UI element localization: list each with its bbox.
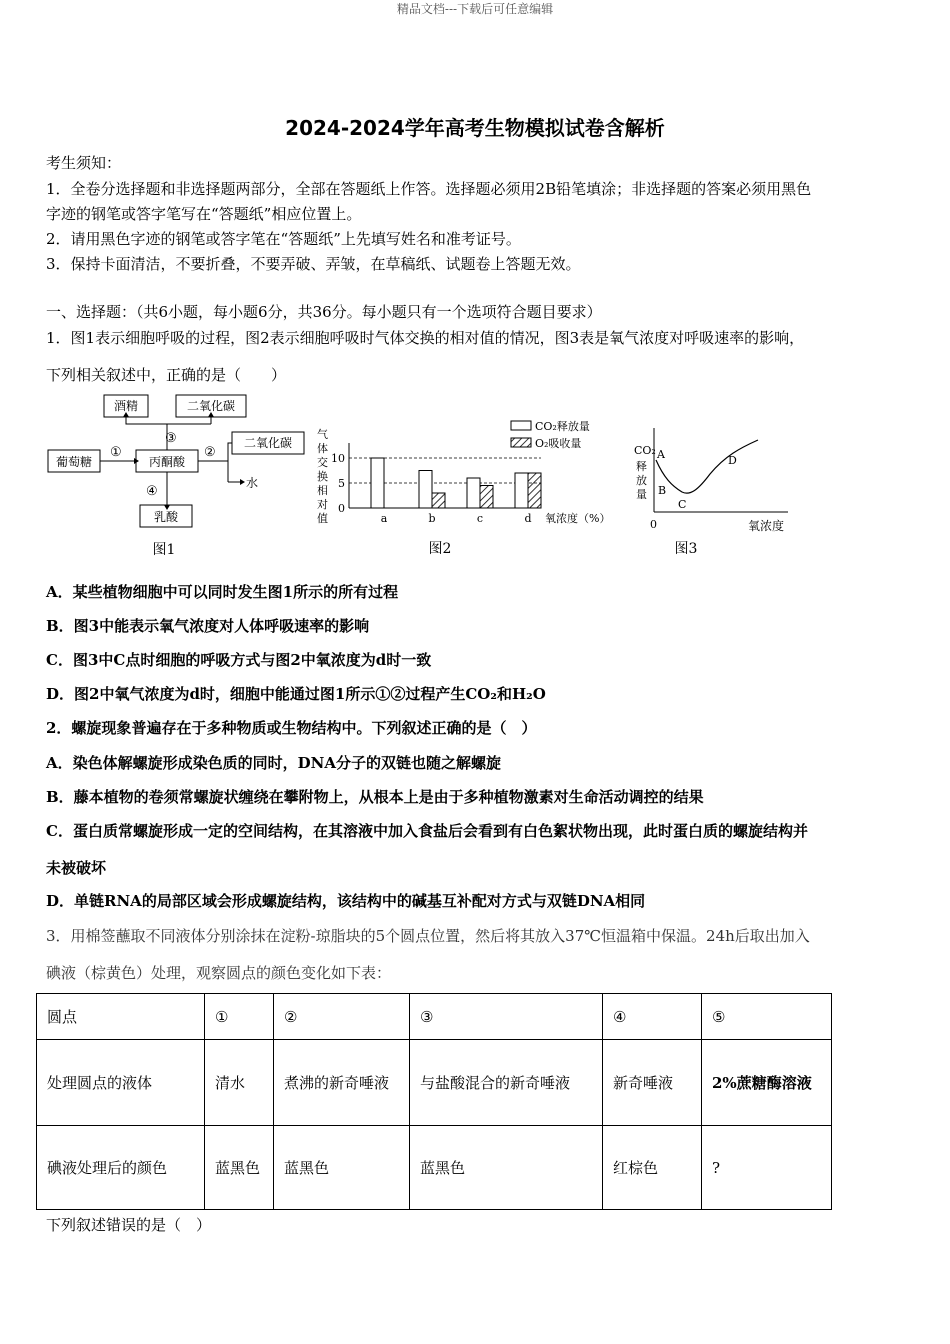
- page-header: 精品文档---下载后可任意编辑: [396, 2, 554, 16]
- step-4-marker: ④: [146, 484, 158, 499]
- table-cell: ⑤: [702, 994, 832, 1040]
- pyruvate-label: 丙酮酸: [148, 455, 186, 469]
- x-tick-label: b: [428, 512, 436, 525]
- bar-o2-d: [528, 473, 541, 508]
- table-row: [37, 994, 832, 1040]
- figure-1-caption: 图1: [152, 542, 176, 558]
- experiment-table: [36, 993, 832, 1210]
- y-axis-label-char: 值: [317, 512, 328, 525]
- table-cell: 碘液处理后的颜色: [37, 1126, 205, 1210]
- table-row: [37, 1040, 832, 1126]
- point-b-label: B: [658, 484, 667, 497]
- table-cell: 圆点: [37, 994, 205, 1040]
- step-2-marker: ②: [204, 445, 216, 460]
- question-tail: 下列叙述错误的是（ ）: [46, 1216, 212, 1234]
- figure-1-diagram: [44, 390, 314, 562]
- notice-item: 3．保持卡面清洁，不要折叠，不要弄破、弄皱，在草稿纸、试题卷上答题无效。: [46, 255, 581, 273]
- figure-3-caption: 图3: [674, 541, 698, 557]
- point-d-label: D: [728, 454, 737, 467]
- notice-item: 字迹的钢笔或答字笔写在“答题纸”相应位置上。: [46, 205, 362, 223]
- x-tick-label: c: [476, 512, 484, 525]
- y-axis-label-char: 气: [317, 428, 328, 441]
- option-a: A．染色体解螺旋形成染色质的同时，DNA分子的双链也随之解螺旋: [46, 754, 501, 772]
- figure-3-chart: [630, 420, 800, 564]
- legend-co2-label: CO₂释放量: [535, 420, 590, 433]
- legend-co2-swatch: [511, 421, 531, 430]
- question-stem: 3．用棉签蘸取不同液体分别涂抹在淀粉-琼脂块的5个圆点位置，然后将其放入37℃恒温箱中保温。24h后取出加入: [46, 927, 810, 945]
- table-cell: 2%蔗糖酶溶液: [702, 1040, 832, 1126]
- table-row: [37, 1126, 832, 1210]
- y-axis-label-char: 交: [317, 456, 328, 469]
- notice-heading: 考生须知：: [46, 154, 122, 172]
- figure-2-chart: [315, 418, 615, 564]
- table-cell: ④: [603, 994, 702, 1040]
- legend-o2-label: O₂吸收量: [535, 437, 582, 450]
- co2-right-label: 二氧化碳: [243, 436, 293, 450]
- y-axis-label-group: [634, 444, 656, 501]
- question-stem: 下列相关叙述中，正确的是（ ）: [46, 366, 287, 384]
- table-cell: ?: [702, 1126, 832, 1210]
- y-tick-label: 10: [331, 452, 345, 465]
- x-tick-label: d: [524, 512, 532, 525]
- x-tick-label: a: [380, 512, 388, 525]
- step-3-marker: ③: [165, 431, 177, 446]
- origin-label: 0: [650, 518, 657, 531]
- y-axis-label-group: [317, 427, 328, 525]
- table-cell: 红棕色: [603, 1126, 702, 1210]
- legend-o2-swatch: [511, 438, 531, 447]
- alcohol-label: 酒精: [113, 399, 139, 413]
- co2-top-label: 二氧化碳: [186, 399, 236, 413]
- bar-co2-c: [467, 478, 480, 508]
- option-a: A．某些植物细胞中可以同时发生图1所示的所有过程: [46, 583, 399, 601]
- table-cell: 新奇唾液: [603, 1040, 702, 1126]
- y-axis-label-char: CO₂: [634, 444, 656, 457]
- y-axis-label-char: 量: [636, 488, 647, 501]
- table-cell: 与盐酸混合的新奇唾液: [410, 1040, 603, 1126]
- option-c: C．图3中C点时细胞的呼吸方式与图2中氧浓度为d时一致: [46, 651, 432, 669]
- table-cell: ③: [410, 994, 603, 1040]
- table-cell: 蓝黑色: [410, 1126, 603, 1210]
- table-cell: 处理圆点的液体: [37, 1040, 205, 1126]
- point-c-label: C: [678, 498, 687, 511]
- table-cell: 煮沸的新奇唾液: [274, 1040, 410, 1126]
- question-stem: 1．图1表示细胞呼吸的过程，图2表示细胞呼吸时气体交换的相对值的情况，图3表是氧气浓度对呼吸速率的影响，: [46, 329, 805, 347]
- y-axis-label-char: 对: [317, 498, 328, 511]
- y-axis-label-char: 释: [636, 460, 647, 473]
- question-stem: 碘液（棕黄色）处理，观察圆点的颜色变化如下表：: [46, 964, 392, 982]
- option-b: B．藤本植物的卷须常螺旋状缠绕在攀附物上，从根本上是由于多种植物激素对生命活动调控的结果: [46, 788, 704, 806]
- glucose-label: 葡萄糖: [55, 455, 93, 469]
- option-d: D．图2中氧气浓度为d时，细胞中能通过图1所示①②过程产生CO₂和H₂O: [46, 685, 546, 703]
- question-stem: 2．螺旋现象普遍存在于多种物质或生物结构中。下列叙述正确的是（ ）: [46, 719, 537, 737]
- water-label: 水: [246, 476, 259, 490]
- table-cell: ②: [274, 994, 410, 1040]
- figure-2-caption: 图2: [428, 541, 452, 557]
- y-tick-label: 5: [338, 477, 345, 490]
- y-tick-label: 0: [338, 502, 345, 515]
- section-heading: 一、选择题：（共6小题，每小题6分，共36分。每小题只有一个选项符合题目要求）: [46, 303, 602, 321]
- y-axis-label-char: 换: [317, 470, 328, 483]
- y-axis-label-char: 体: [317, 442, 328, 455]
- x-axis-label: 氧浓度: [748, 519, 785, 533]
- y-axis-label-char: 放: [636, 474, 647, 487]
- table-cell: 蓝黑色: [274, 1126, 410, 1210]
- lactic-label: 乳酸: [153, 510, 179, 524]
- x-axis-label: 氧浓度（%）: [545, 512, 611, 525]
- option-c: C．蛋白质常螺旋形成一定的空间结构，在其溶液中加入食盐后会看到有白色絮状物出现，此时蛋白质的螺旋结构并: [46, 822, 808, 840]
- notice-item: 1．全卷分选择题和非选择题两部分，全部在答题纸上作答。选择题必须用2B铅笔填涂；非选择题的答案必须用黑色: [46, 180, 812, 198]
- bar-co2-a: [371, 458, 384, 508]
- bar-co2-d: [515, 473, 528, 508]
- bar-co2-b: [419, 471, 432, 509]
- bar-o2-c: [480, 486, 493, 509]
- table-cell: ①: [205, 994, 274, 1040]
- option-c-continued: 未被破坏: [46, 859, 107, 877]
- y-axis-label-char: 相: [317, 484, 328, 497]
- option-d: D．单链RNA的局部区域会形成螺旋结构，该结构中的碱基互补配对方式与双链DNA相同: [46, 892, 646, 910]
- respiration-curve: [656, 440, 758, 493]
- page-title: 2024-2024学年高考生物模拟试卷含解析: [285, 116, 665, 140]
- notice-item: 2．请用黑色字迹的钢笔或答字笔在“答题纸”上先填写姓名和准考证号。: [46, 230, 521, 248]
- step-1-marker: ①: [110, 445, 122, 460]
- option-b: B．图3中能表示氧气浓度对人体呼吸速率的影响: [46, 617, 370, 635]
- table-cell: 蓝黑色: [205, 1126, 274, 1210]
- bar-o2-b: [432, 493, 445, 508]
- point-a-label: A: [657, 448, 665, 461]
- table-cell: 清水: [205, 1040, 274, 1126]
